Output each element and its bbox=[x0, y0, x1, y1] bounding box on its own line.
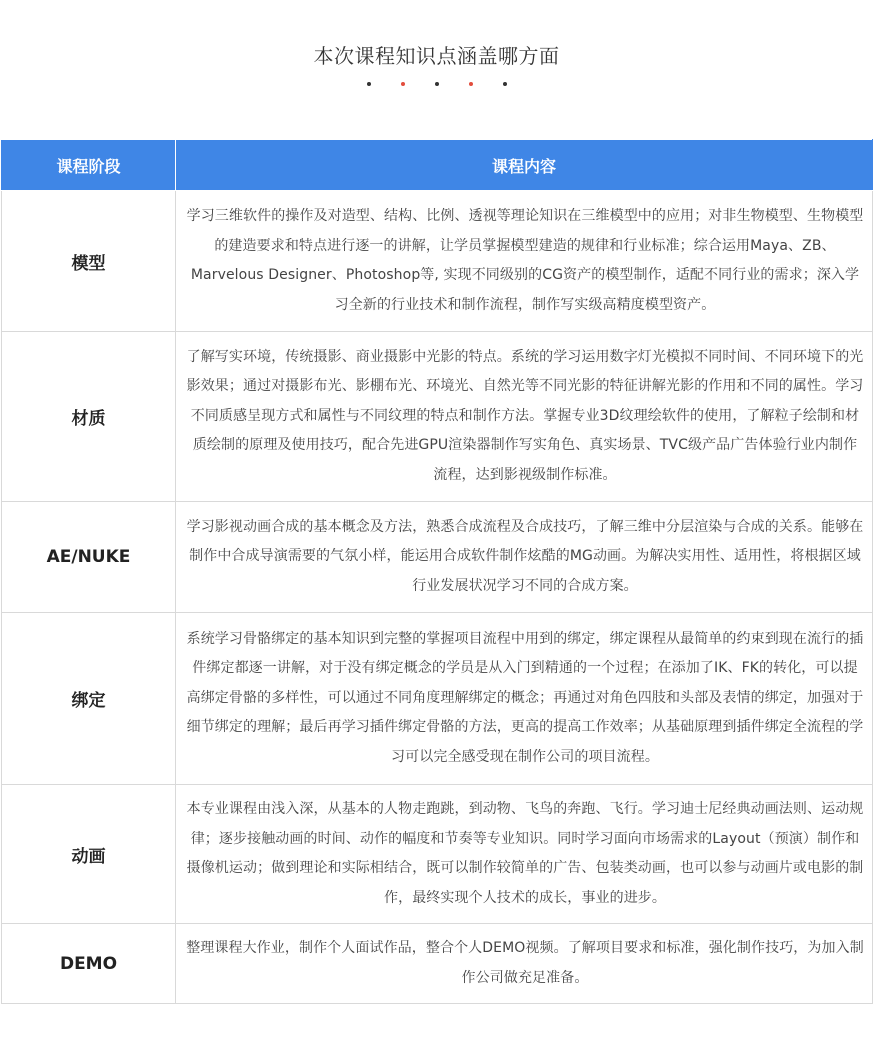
dot-icon bbox=[401, 82, 405, 86]
course-table bbox=[1, 139, 873, 1004]
table-row bbox=[2, 924, 873, 1004]
column-header-stage: 课程阶段 bbox=[2, 140, 176, 191]
column-header-content: 课程内容 bbox=[176, 140, 873, 191]
stage-cell: 绑定 bbox=[2, 613, 176, 785]
content-cell: 本专业课程由浅入深，从基本的人物走跑跳，到动物、飞鸟的奔跑、飞行。学习迪士尼经典动画法则、运动规律；逐步接触动画的时间、动作的幅度和节奏等专业知识。同时学习面向市场需求的Layout（预演）制作和摄像机运动；做到理论和实际相结合，既可以制作较简单的广告、包装类动画，也可以参与动画片或电影的制作，最终实现个人技术的成长，事业的进步。 bbox=[176, 785, 873, 924]
table-header-row bbox=[2, 140, 873, 191]
stage-cell: 材质 bbox=[2, 332, 176, 502]
content-cell: 整理课程大作业，制作个人面试作品，整合个人DEMO视频。了解项目要求和标准，强化制作技巧，为加入制作公司做充足准备。 bbox=[176, 924, 873, 1004]
dot-icon bbox=[503, 82, 507, 86]
table-row bbox=[2, 332, 873, 502]
dot-icon bbox=[435, 82, 439, 86]
content-cell: 学习三维软件的操作及对造型、结构、比例、透视等理论知识在三维模型中的应用；对非生物模型、生物模型的建造要求和特点进行逐一的讲解，让学员掌握模型建造的规律和行业标准；综合运用Maya、ZB、Marvelous Designer、Photoshop等, 实现不同级别的CG资产的模型制作，适配不同行业的需求；深入学习全新的行业技术和制作流程，制作写实级高精度模型资产。 bbox=[176, 191, 873, 332]
content-cell: 学习影视动画合成的基本概念及方法，熟悉合成流程及合成技巧，了解三维中分层渲染与合成的关系。能够在制作中合成导演需要的气氛小样，能运用合成软件制作炫酷的MG动画。为解决实用性、适用性，将根据区域行业发展状况学习不同的合成方案。 bbox=[176, 502, 873, 613]
page-title: 本次课程知识点涵盖哪方面 bbox=[313, 44, 560, 68]
dot-icon bbox=[469, 82, 473, 86]
content-cell: 系统学习骨骼绑定的基本知识到完整的掌握项目流程中用到的绑定，绑定课程从最简单的约束到现在流行的插件绑定都逐一讲解，对于没有绑定概念的学员是从入门到精通的一个过程；在添加了IK、FK的转化，可以提高绑定骨骼的多样性，可以通过不同角度理解绑定的概念；再通过对角色四肢和头部及表情的绑定，加强对于细节绑定的理解；最后再学习插件绑定骨骼的方法，更高的提高工作效率；从基础原理到插件绑定全流程的学习可以完全感受现在制作公司的项目流程。 bbox=[176, 613, 873, 785]
decorative-dots bbox=[0, 82, 873, 88]
stage-cell: 动画 bbox=[2, 785, 176, 924]
table-row bbox=[2, 613, 873, 785]
content-cell: 了解写实环境，传统摄影、商业摄影中光影的特点。系统的学习运用数字灯光模拟不同时间、不同环境下的光影效果；通过对摄影布光、影棚布光、环境光、自然光等不同光影的特征讲解光影的作用和不同的属性。学习不同质感呈现方式和属性与不同纹理的特点和制作方法。掌握专业3D纹理绘软件的使用，了解粒子绘制和材质绘制的原理及使用技巧，配合先进GPU渲染器制作写实角色、真实场景、TVC级产品广告体验行业内制作流程，达到影视级制作标准。 bbox=[176, 332, 873, 502]
table-row bbox=[2, 191, 873, 332]
table-row bbox=[2, 785, 873, 924]
dot-icon bbox=[367, 82, 371, 86]
stage-cell: AE/NUKE bbox=[2, 502, 176, 613]
stage-cell: DEMO bbox=[2, 924, 176, 1004]
stage-cell: 模型 bbox=[2, 191, 176, 332]
table-row bbox=[2, 502, 873, 613]
